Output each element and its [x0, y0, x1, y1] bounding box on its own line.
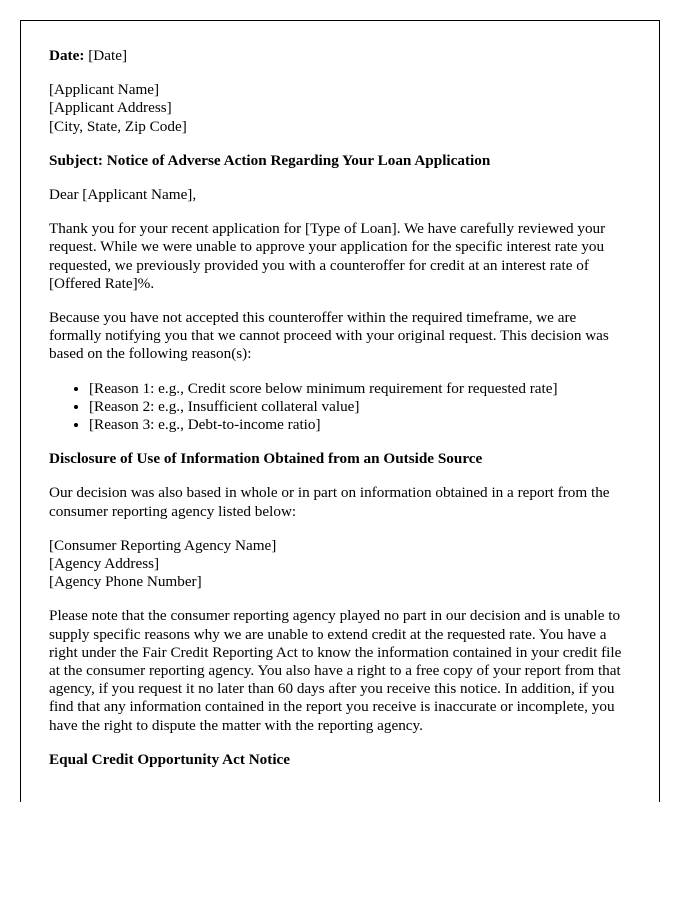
paragraph-outside-source: Our decision was also based in whole or in part on information obtained in a report from the consumer reporting agency listed below:: [49, 484, 610, 520]
agency-phone: [Agency Phone Number]: [49, 573, 202, 591]
paragraph-fcra-rights: Please note that the consumer reporting agency played no part in our decision and is unable to supply specific reasons why we are unable to extend credit at the requested rate. You have a right under the Fair Credit Reporting Act to know the information contained in your credit file at the consumer reporting agency. You also have a right to a free copy of your report from that agency, if you request it no later than 60 days after you receive this notice. In addition, if you find that any information contained in the report you receive is inaccurate or incomplete, you have the right to dispute the matter with the reporting agency.: [49, 607, 622, 734]
ecoa-heading: Equal Credit Opportunity Act Notice: [49, 750, 291, 768]
date-line: [49, 47, 631, 65]
applicant-name: [Applicant Name]: [49, 81, 160, 99]
salutation: Dear [Applicant Name],: [49, 186, 197, 204]
subject-line: Subject: Notice of Adverse Action Regarding Your Loan Application: [49, 151, 491, 169]
date-value: [Date]: [88, 47, 128, 64]
applicant-address-block: [49, 81, 631, 136]
agency-name: [Consumer Reporting Agency Name]: [49, 536, 277, 554]
date-label: Date:: [49, 47, 85, 64]
reasons-list: [49, 380, 631, 435]
list-item: • [Reason 2: e.g., Insufficient collateral value]: [89, 398, 631, 416]
paragraph-application: Thank you for your recent application for [Type of Loan]. We have carefully reviewed your request. While we were unable to approve your application for the specific interest rate you requested, we previously provided you with a counteroffer for credit at an interest rate of [Offered Rate]%.: [49, 220, 606, 292]
disclosure-heading: Disclosure of Use of Information Obtained from an Outside Source: [49, 450, 483, 468]
letter-page: [20, 20, 660, 802]
applicant-city-state-zip: [City, State, Zip Code]: [49, 117, 187, 135]
agency-address-block: [49, 537, 631, 592]
agency-address: [Agency Address]: [49, 555, 160, 573]
list-item: • [Reason 1: e.g., Credit score below minimum requirement for requested rate]: [89, 380, 631, 398]
applicant-address: [Applicant Address]: [49, 99, 172, 117]
list-item: • [Reason 3: e.g., Debt-to-income ratio]: [89, 416, 631, 434]
paragraph-counteroffer: Because you have not accepted this counteroffer within the required timeframe, we are formally notifying you that we cannot proceed with your original request. This decision was based on the following reason(s):: [49, 309, 609, 363]
